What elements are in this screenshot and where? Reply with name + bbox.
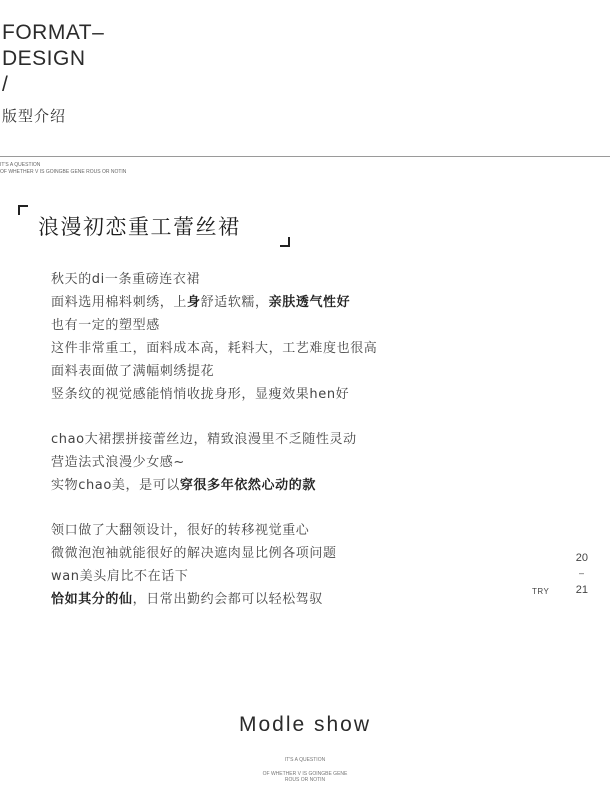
description-paragraph xyxy=(51,268,471,406)
line-text: 实物chao美，是可以 xyxy=(51,478,180,493)
description-line xyxy=(51,337,471,360)
format-design-header xyxy=(2,20,104,125)
line-bold-text: 亲肤透气性好 xyxy=(268,295,351,310)
bracket-top-left-icon xyxy=(18,205,28,215)
product-title: 浪漫初恋重工蕾丝裙 xyxy=(38,215,241,239)
page-number-bottom: 21 xyxy=(575,584,588,596)
line-bold-text: 恰如其分的仙 xyxy=(51,592,133,607)
tiny-caption-line-2: OF WHETHER V IS GOINGBE GENE ROUS OR NOTIN xyxy=(0,169,127,175)
header-divider xyxy=(0,156,610,157)
page-number-block xyxy=(528,552,588,602)
model-show-caption-line-1: IT'S A QUESTION xyxy=(284,757,326,763)
line-text: 领口做了大翻领设计，很好的转移视觉重心 xyxy=(51,523,310,538)
line-bold-text: 身 xyxy=(187,295,201,310)
description-line xyxy=(51,360,471,383)
line-text: chao大裙摆拼接蕾丝边，精致浪漫里不乏随性灵动 xyxy=(51,432,357,447)
model-show-title: Modle show xyxy=(238,713,372,736)
product-title-block xyxy=(18,205,290,247)
description-line xyxy=(51,474,471,497)
tiny-caption-line-1: IT'S A QUESTION xyxy=(0,162,41,168)
page-number-top: 20 xyxy=(575,552,588,564)
header-line-format: FORMAT– xyxy=(2,21,105,44)
line-text: 秋天的di一条重磅连衣裙 xyxy=(51,272,201,287)
description-line xyxy=(51,451,471,474)
description-paragraph xyxy=(51,519,471,611)
bracket-bottom-right-icon xyxy=(280,237,290,247)
description-line xyxy=(51,268,471,291)
line-text: 这件非常重工，面料成本高，耗料大，工艺难度也很高 xyxy=(51,341,378,356)
description-line xyxy=(51,291,471,314)
model-show-caption-line-3: ROUS OR NOTIN xyxy=(284,777,326,783)
line-bold-text: 穿很多年依然心动的款 xyxy=(179,478,316,493)
tiny-caption xyxy=(0,162,126,176)
description-body xyxy=(51,268,471,633)
description-line xyxy=(51,588,471,611)
header-line-slash: / xyxy=(2,73,9,96)
line-text: 面料表面做了满幅刺绣提花 xyxy=(51,364,215,379)
line-text: 面料选用棉料刺绣，上 xyxy=(51,295,188,310)
line-text: ，日常出勤约会都可以轻松驾驭 xyxy=(132,592,324,607)
description-line xyxy=(51,314,471,337)
page-label-try: TRY xyxy=(532,587,550,596)
line-text: 营造法式浪漫少女感~ xyxy=(51,455,185,470)
description-line xyxy=(51,519,471,542)
line-text: 舒适软糯， xyxy=(200,295,269,310)
caption-spacer xyxy=(0,763,610,771)
line-text: wan美头肩比不在话下 xyxy=(51,569,189,584)
model-show-caption xyxy=(0,757,610,783)
page-number-dash: – xyxy=(578,568,584,578)
line-text: 微微泡泡袖就能很好的解决遮肉显比例各项问题 xyxy=(51,546,337,561)
description-line xyxy=(51,542,471,565)
header-line-design: DESIGN xyxy=(2,47,86,70)
header-cn-label: 版型介绍 xyxy=(2,107,67,125)
line-text: 竖条纹的视觉感能悄悄收拢身形，显瘦效果hen好 xyxy=(51,387,350,402)
description-line xyxy=(51,428,471,451)
description-paragraph xyxy=(51,428,471,497)
line-text: 也有一定的塑型感 xyxy=(51,318,160,333)
model-show-caption-line-2: OF WHETHER V IS GOINGBE GENE xyxy=(262,771,348,777)
description-line xyxy=(51,383,471,406)
description-line xyxy=(51,565,471,588)
